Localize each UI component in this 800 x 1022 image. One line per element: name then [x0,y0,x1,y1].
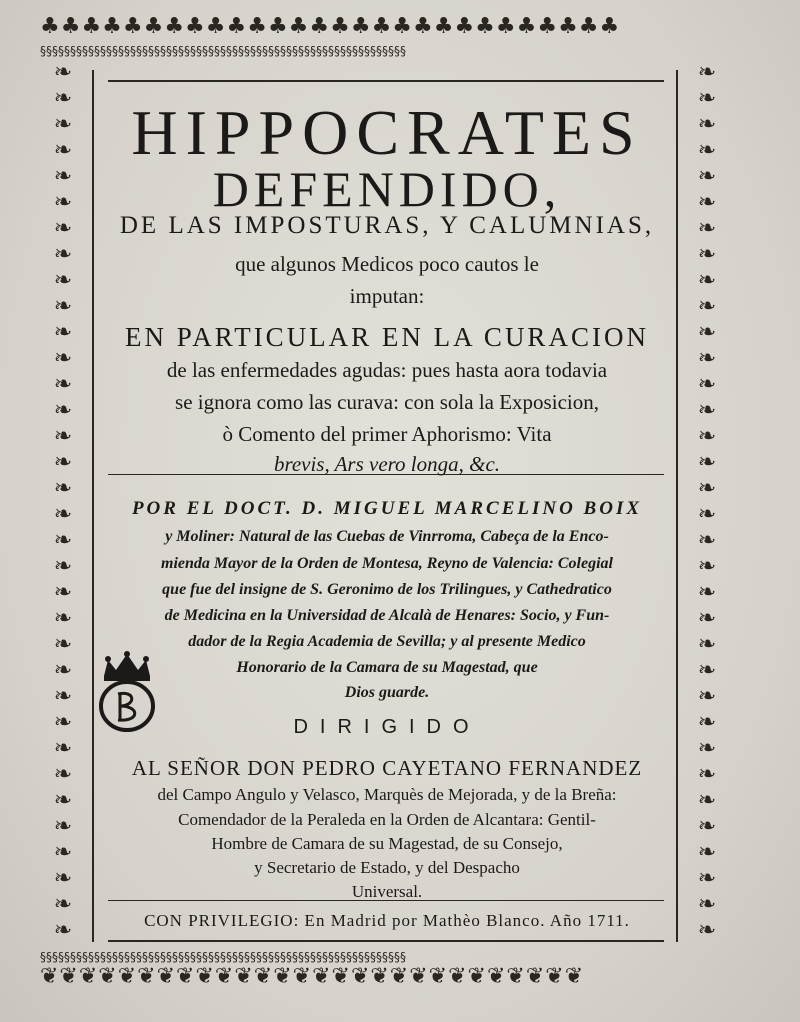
dedication-line-3: Comendador de la Peraleda en la Orden de Alcantara: Gentil- [178,810,596,829]
title-secondary: DEFENDIDO, [212,161,562,217]
author-line-6: dador de la Regia Academia de Sevilla; y al presente Medico [188,633,586,650]
author-line-5: de Medicina en la Universidad de Alcalà de Henares: Socio, y Fun- [164,607,610,624]
author-line-8: Dios guarde. [344,684,430,701]
title-main: HIPPOCRATES [131,97,643,168]
dedication-line-2: del Campo Angulo y Velasco, Marquès de Mejorada, y de la Breña: [157,785,617,804]
right-border-ornament: ❧❧❧❧❧❧❧❧❧❧❧❧❧❧❧❧❧❧❧❧❧❧❧❧❧❧❧❧❧❧❧❧❧❧ [697,60,717,943]
dedication-line-1: AL SEÑOR DON PEDRO CAYETANO FERNANDEZ [131,756,643,780]
subtitle-line-1: DE LAS IMPOSTURAS, Y CALUMNIAS, [119,212,655,239]
dedication-line-5: y Secretario de Estado, y del Despacho [254,858,520,877]
author-line-7: Honorario de la Camara de su Magestad, que [236,659,538,676]
author-line-3: mienda Mayor de la Orden de Montesa, Reyno de Valencia: Colegial [161,555,613,572]
particular-line-3: se ignora como las curava: con sola la Exposicion, [175,390,599,414]
top-wave-border: §§§§§§§§§§§§§§§§§§§§§§§§§§§§§§§§§§§§§§§§§§§§§§§§§§§§§§§§§§§§§ [40,44,406,58]
dedication-line-4: Hombre de Camara de su Magestad, de su Consejo, [211,834,563,853]
dirigido-heading: DIRIGIDO [293,716,481,738]
bottom-rule [108,940,664,942]
bottom-border-ornament: ❦❦❦❦❦❦❦❦❦❦❦❦❦❦❦❦❦❦❦❦❦❦❦❦❦❦❦❦ [40,964,585,989]
top-border-ornament: ♣♣♣♣♣♣♣♣♣♣♣♣♣♣♣♣♣♣♣♣♣♣♣♣♣♣♣♣ [40,14,621,39]
dedication-line-6: Universal. [351,882,423,901]
author-name: POR EL DOCT. D. MIGUEL MARCELINO BOIX [131,498,643,519]
left-border-ornament: ❧❧❧❧❧❧❧❧❧❧❧❧❧❧❧❧❧❧❧❧❧❧❧❧❧❧❧❧❧❧❧❧❧❧ [53,60,73,943]
particular-line-2: de las enfermedades agudas: pues hasta aora todavia [166,358,608,382]
author-line-2: y Moliner: Natural de las Cuebas de Vinrroma, Cabeça de la Enco- [165,528,609,545]
bottom-wave-border: §§§§§§§§§§§§§§§§§§§§§§§§§§§§§§§§§§§§§§§§§§§§§§§§§§§§§§§§§§§§§ [40,950,406,964]
imprint-line: CON PRIVILEGIO: En Madrid por Mathèo Blanco. Año 1711. [144,911,630,930]
particular-heading: EN PARTICULAR EN LA CURACION [125,322,649,352]
particular-line-5: brevis, Ars vero longa, &c. [273,452,501,476]
subtitle-line-2: que algunos Medicos poco cautos le [235,252,539,276]
author-line-4: que fue del insigne de S. Geronimo de los Trilingues, y Cathedratico [162,581,612,598]
top-rule [108,80,664,82]
subtitle-line-3: imputan: [349,284,425,308]
particular-line-4: ò Comento del primer Aphorismo: Vita [222,422,552,446]
